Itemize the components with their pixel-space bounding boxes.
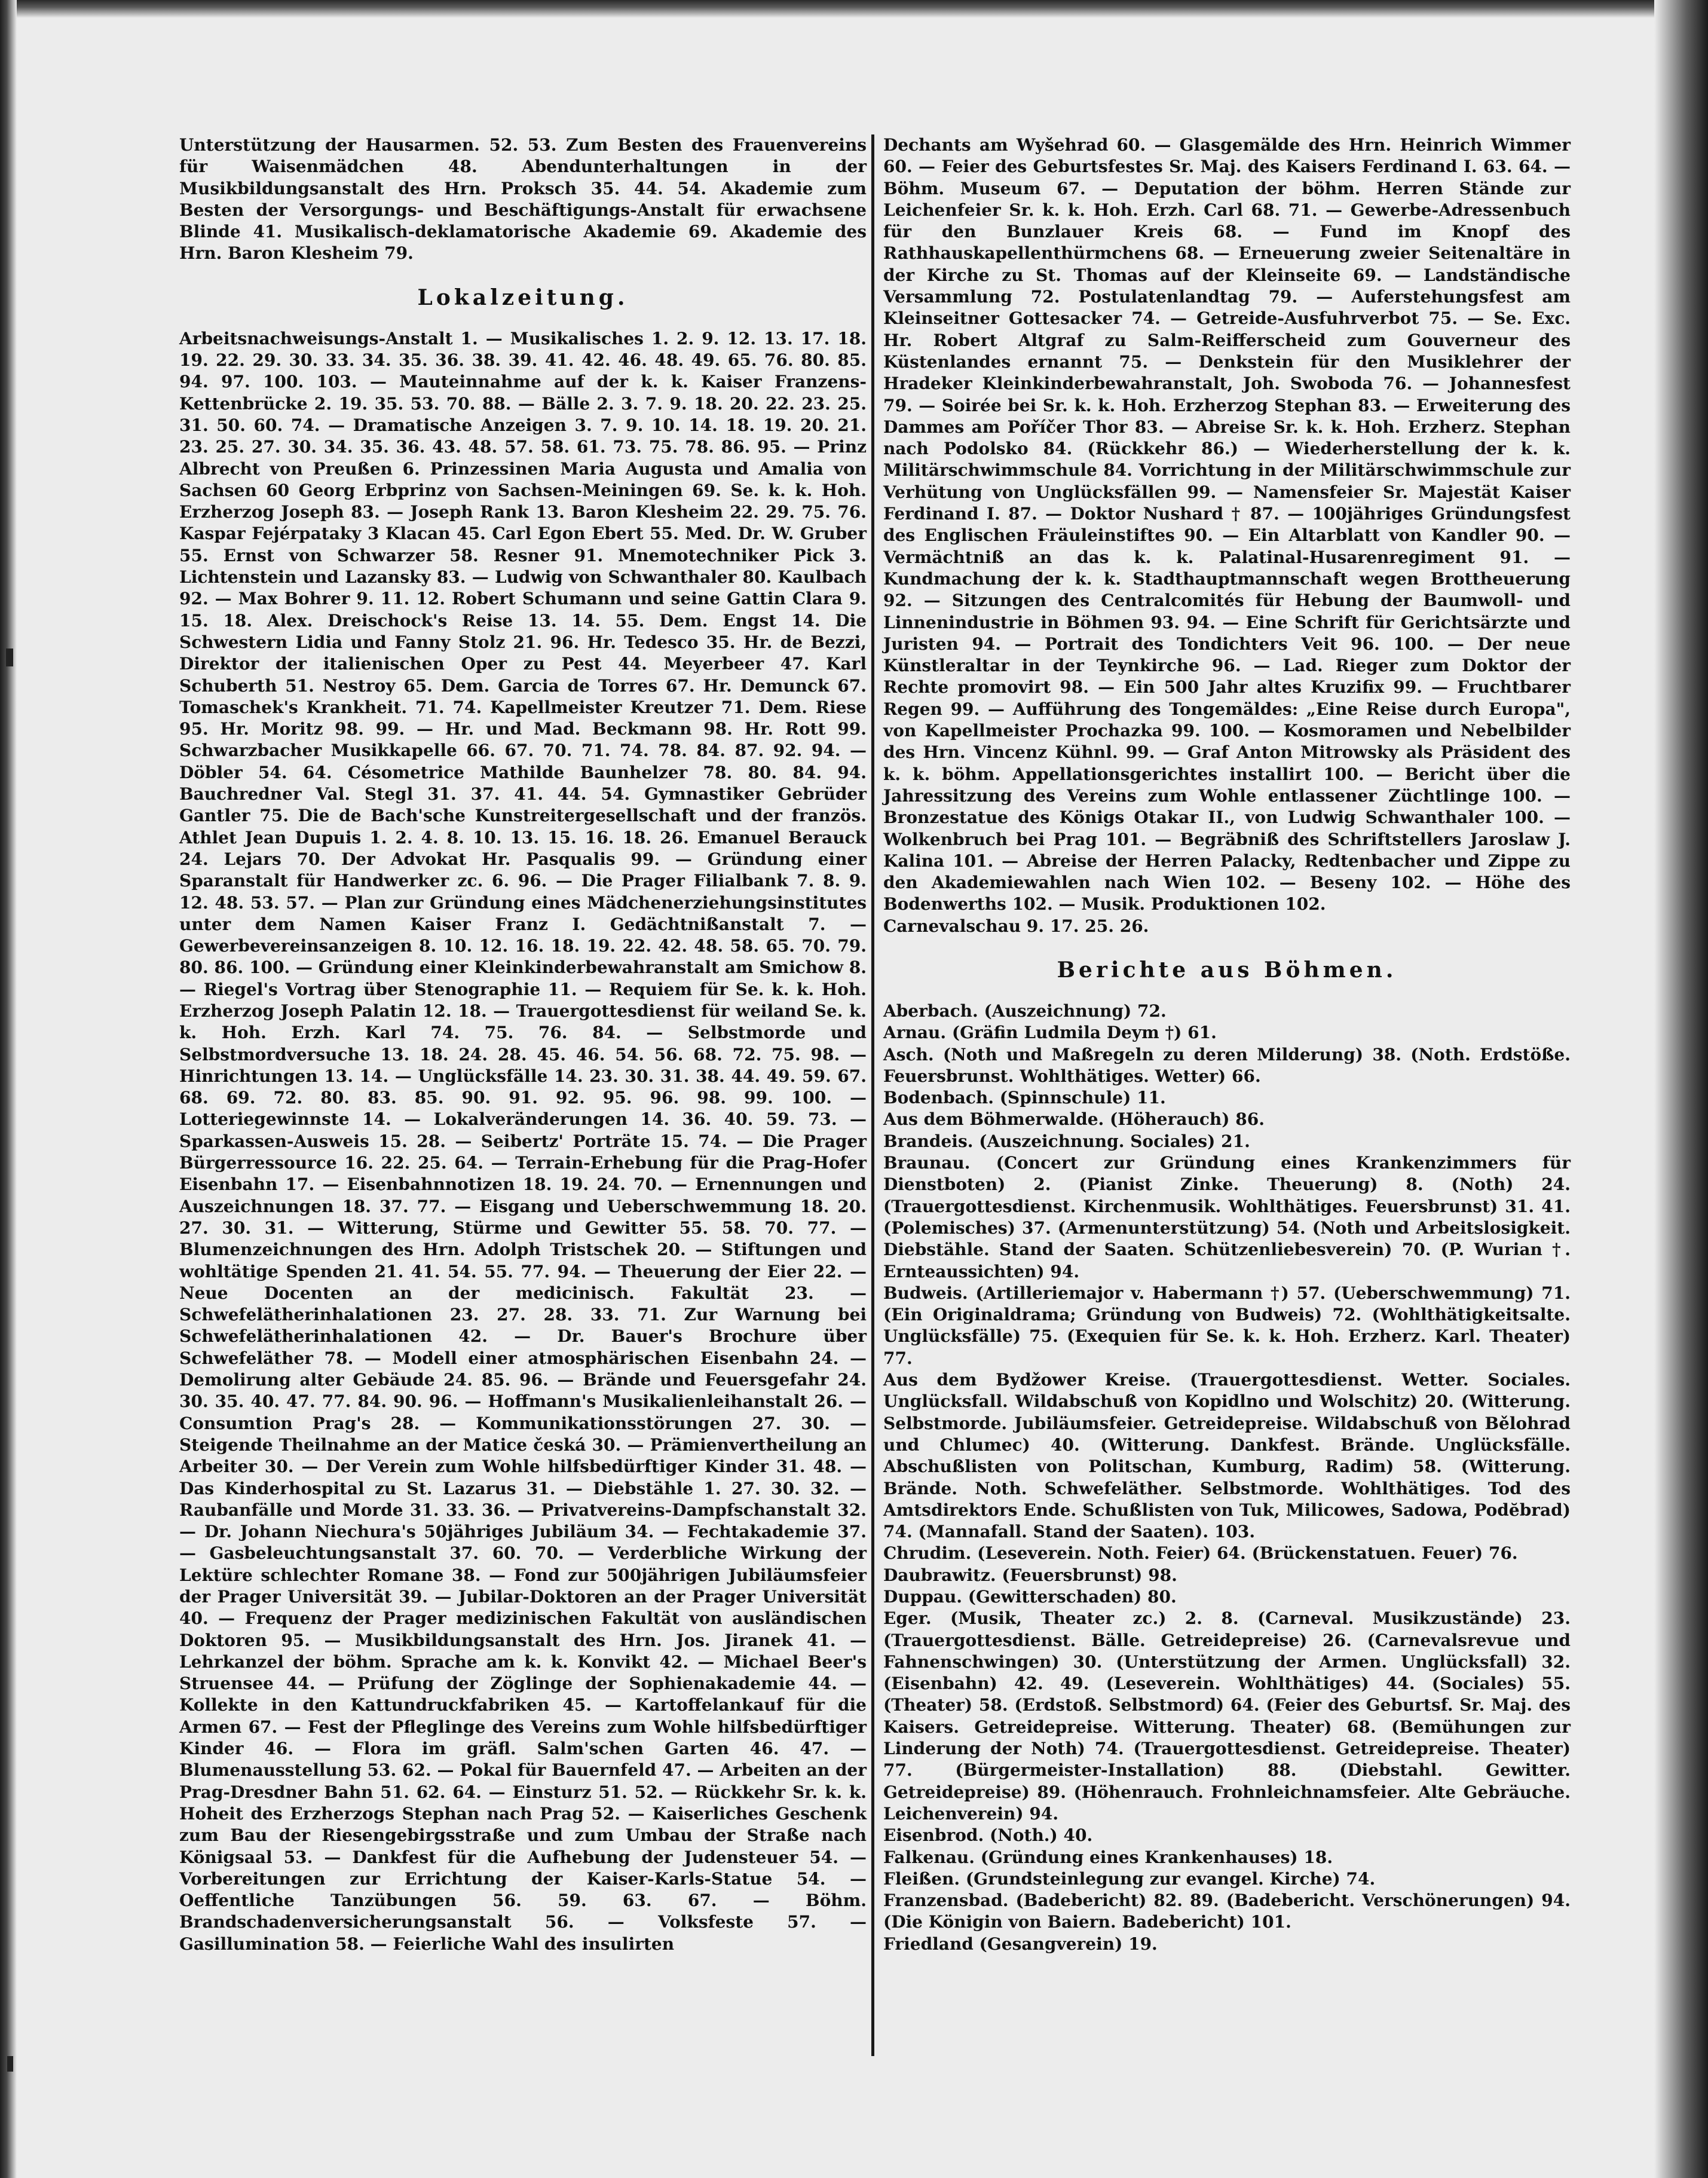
carnival-line: Carnevalschau 9. 17. 25. 26.: [883, 916, 1149, 936]
place-entry: Aberbach. (Auszeichnung) 72.: [883, 1001, 1167, 1021]
column-divider: [871, 134, 874, 2056]
left-column: [179, 134, 867, 1955]
place-entry: Daubrawitz. (Feuersbrunst) 98.: [883, 1565, 1177, 1585]
right-intro-paragraph: Dechants am Wyšehrad 60. — Glasgemälde des Hrn. Heinrich Wimmer 60. — Feier des Geburtsfestes Sr. Maj. des Kaisers Ferdinand I. 63. 64. — Böhm. Museum 67. — Deputation der böhm. Herren Stände zur Leichenfeier Sr. k. k. Hoh. Erzh. Carl 68. 71. — Gewerbe-Adressenbuch für den Bunzlauer Kreis 68. — Fund im Knopf des Rathhauskapellenthürmchens 68. — Erneuerung zweier Seitenaltäre in der Kirche zu St. Thomas auf der Kleinseite 69. — Landständische Versammlung 72. Postulatenlandtag 79. — Auferstehungsfest am Kleinseitner Gottesacker 74. — Getreide-Ausfuhrverbot 75. — Se. Exc. Hr. Robert Altgraf zu Salm-Reifferscheid zum Gouverneur des Küstenlandes ernannt 75. — Denkstein für den Musiklehrer der Hradeker Kleinkinderbewahranstalt, Joh. Swoboda 76. — Johannesfest 79. — Soirée bei Sr. k. k. Hoh. Erzherzog Stephan 83. — Erweiterung des Dammes am Poříčer Thor 83. — Abreise Sr. k. k. Hoh. Erzherz. Stephan nach Podolsko 84. (Rückkehr 86.) — Wiederherstellung der k. k. Militärschwimmschule 84. Vorrichtung in der Militärschwimmschule zur Verhütung von Unglücksfällen 99. — Namensfeier Sr. Majestät Kaiser Ferdinand I. 87. — Doktor Nushard † 87. — 100jähriges Gründungsfest des Englischen Fräuleinstiftes 90. — Ein Altarblatt von Kandler 90. — Vermächtniß an das k. k. Palatinal-Husarenregiment 91. — Kundmachung der k. k. Stadthauptmannschaft wegen Brottheuerung 92. — Sitzungen des Centralcomités für Hebung der Baumwoll- und Linnenindustrie in Böhmen 93. 94. — Eine Schrift für Gerichtsärzte und Juristen 94. — Portrait des Tondichters Veit 96. 100. — Der neue Künstleraltar in der Teynkirche 96. — Lad. Rieger zum Doktor der Rechte promovirt 98. — Ein 500 Jahr altes Kruzifix 99. — Fruchtbarer Regen 99. — Aufführung des Tongemäldes: „Eine Reise durch Europa", von Kapellmeister Prochazka 99. 100. — Kosmoramen und Nebelbilder des Hrn. Vincenz Kühnl. 99. — Graf Anton Mitrowsky als Präsident des k. k. böhm. Appellationsgerichtes installirt 100. — Bericht über die Jahressitzung des Vereins zum Wohle entlassener Züchtlinge 100. — Bronzestatue des Königs Otakar II., von Ludwig Schwanthaler 100. — Wolkenbruch bei Prag 101. — Begräbniß des Schriftstellers Jaroslaw J. Kalina 101. — Abreise der Herren Palacky, Redtenbacher und Zippe zu den Akademiewahlen nach Wien 102. — Beseny 102. — Höhe des Bodenwerths 102. — Musik. Produktionen 102.: [883, 135, 1571, 914]
place-entry: Eisenbrod. (Noth.) 40.: [883, 1825, 1093, 1846]
section-title-berichte: Berichte aus Böhmen.: [1057, 957, 1397, 983]
place-entry: Fleißen. (Grundsteinlegung zur evangel. Kirche) 74.: [883, 1868, 1376, 1889]
place-entry: Aus dem Bydžower Kreise. (Trauergottesdienst. Wetter. Sociales. Unglücksfall. Wildabschuß von Kopidlno und Wolschitz) 20. (Witterung. Selbstmorde. Jubiläumsfeier. Getreidepreise. Wildabschuß von Bělohrad und Chlumec) 40. (Witterung. Dankfest. Brände. Unglücksfälle. Abschußlisten von Politschan, Kumburg, Radim) 58. (Witterung. Brände. Noth. Schwefeläther. Selbstmorde. Wohlthätiges. Tod des Amtsdirektors Ende. Schußlisten von Tuk, Milicowes, Sadowa, Podĕbrad) 74. (Mannafall. Stand der Saaten). 103.: [883, 1370, 1571, 1542]
lokalzeitung-body: Arbeitsnachweisungs-Anstalt 1. — Musikalisches 1. 2. 9. 12. 13. 17. 18. 19. 22. 29. 30. 33. 34. 35. 36. 38. 39. 41. 42. 46. 48. 49. 65. 76. 80. 85. 94. 97. 100. 103. — Mauteinnahme auf der k. k. Kaiser Franzens-Kettenbrücke 2. 19. 35. 53. 70. 88. — Bälle 2. 3. 7. 9. 18. 20. 22. 23. 25. 31. 50. 60. 74. — Dramatische Anzeigen 3. 7. 9. 10. 14. 18. 19. 20. 21. 23. 25. 27. 30. 34. 35. 36. 43. 48. 57. 58. 61. 73. 75. 78. 86. 95. — Prinz Albrecht von Preußen 6. Prinzessinen Maria Augusta und Amalia von Sachsen 60 Georg Erbprinz von Sachsen-Meiningen 69. Se. k. k. Hoh. Erzherzog Joseph 83. — Joseph Rank 13. Baron Klesheim 22. 29. 75. 76. Kaspar Fejérpataky 3 Klacan 45. Carl Egon Ebert 55. Med. Dr. W. Gruber 55. Ernst von Schwarzer 58. Resner 91. Mnemotechniker Pick 3. Lichtenstein und Lazansky 83. — Ludwig von Schwanthaler 80. Kaulbach 92. — Max Bohrer 9. 11. 12. Robert Schumann und seine Gattin Clara 9. 15. 18. Alex. Dreischock's Reise 13. 14. 55. Dem. Engst 14. Die Schwestern Lidia und Fanny Stolz 21. 96. Hr. Tedesco 35. Hr. de Bezzi, Direktor der italienischen Oper zu Pest 44. Meyerbeer 47. Karl Schuberth 51. Nestroy 65. Dem. Garcia de Torres 67. Hr. Demunck 67. Tomaschek's Krankheit. 71. 74. Kapellmeister Kreutzer 71. Dem. Riese 95. Hr. Moritz 98. 99. — Hr. und Mad. Beckmann 98. Hr. Rott 99. Schwarzbacher Musikkapelle 66. 67. 70. 71. 74. 78. 84. 87. 92. 94. — Döbler 54. 64. Césometrice Mathilde Baunhelzer 78. 80. 84. 94. Bauchredner Val. Stegl 31. 37. 41. 44. 54. Gymnastiker Gebrüder Gantler 75. Die de Bach'sche Kunstreitergesellschaft und der französ. Athlet Jean Dupuis 1. 2. 4. 8. 10. 13. 15. 16. 18. 26. Emanuel Berauck 24. Lejars 70. Der Advokat Hr. Pasqualis 99. — Gründung einer Sparanstalt für Handwerker zc. 6. 96. — Die Prager Filialbank 7. 8. 9. 12. 48. 53. 57. — Plan zur Gründung eines Mädchenerziehungsinstitutes unter dem Namen Kaiser Franz I. Gedächtnißanstalt 7. — Gewerbevereinsanzeigen 8. 10. 12. 16. 18. 19. 22. 42. 48. 58. 65. 70. 79. 80. 86. 100. — Gründung einer Kleinkinderbewahranstalt am Smichow 8. — Riegel's Vortrag über Stenographie 11. — Requiem für Se. k. k. Hoh. Erzherzog Joseph Palatin 12. 18. — Trauergottesdienst für weiland Se. k. k. Hoh. Erzh. Karl 74. 75. 76. 84. — Selbstmorde und Selbstmordversuche 13. 18. 24. 28. 45. 46. 54. 56. 68. 72. 75. 98. — Hinrichtungen 13. 14. — Unglücksfälle 14. 23. 30. 31. 38. 44. 49. 59. 67. 68. 69. 72. 80. 83. 85. 90. 91. 92. 95. 96. 98. 99. 100. — Lotteriegewinnste 14. — Lokalveränderungen 14. 36. 40. 59. 73. — Sparkassen-Ausweis 15. 28. — Seibertz' Porträte 15. 74. — Die Prager Bürgerressource 16. 22. 25. 64. — Terrain-Erhebung für die Prag-Hofer Eisenbahn 17. — Eisenbahnnotizen 18. 19. 24. 70. — Ernennungen und Auszeichnungen 18. 37. 77. — Eisgang und Ueberschwemmung 18. 20. 27. 30. 31. — Witterung, Stürme und Gewitter 55. 58. 70. 77. — Blumenzeichnungen des Hrn. Adolph Tristschek 20. — Stiftungen und wohltätige Spenden 21. 41. 54. 55. 77. 94. — Theuerung der Eier 22. — Neue Docenten an der medicinisch. Fakultät 23. — Schwefelätherinhalationen 23. 27. 28. 33. 71. Zur Warnung bei Schwefelätherinhalationen 42. — Dr. Bauer's Brochure über Schwefeläther 78. — Modell einer atmosphärischen Eisenbahn 24. — Demolirung alter Gebäude 24. 85. 96. — Brände und Feuersgefahr 24. 30. 35. 40. 47. 77. 84. 90. 96. — Hoffmann's Musikalienleihanstalt 26. — Consumtion Prag's 28. — Kommunikationsstörungen 27. 30. — Steigende Theilnahme an der Matice česká 30. — Prämienvertheilung an Arbeiter 30. — Der Verein zum Wohle hilfsbedürftiger Kinder 31. 48. — Das Kinderhospital zu St. Lazarus 31. — Diebstähle 1. 27. 30. 32. — Raubanfälle und Morde 31. 33. 36. — Privatvereins-Dampfschanstalt 32. — Dr. Johann Niechura's 50jähriges Jubiläum 34. — Fechtakademie 37. — Gasbeleuchtungsanstalt 37. 60. 70. — Verderbliche Wirkung der Lektüre schlechter Romane 38. — Fond zur 500jährigen Jubiläumsfeier der Prager Universität 39. — Jubilar-Doktoren an der Prager Universität 40. — Frequenz der Prager medizinischen Fakultät von ausländischen Doktoren 95. — Musikbildungsanstalt des Hrn. Jos. Jiranek 41. — Lehrkanzel der böhm. Sprache am k. k. Konvikt 42. — Michael Beer's Struensee 44. — Prüfung der Zöglinge der Sophienakademie 44. — Kollekte in den Kattundruckfabriken 45. — Kartoffelankauf für die Armen 67. — Fest der Pfleglinge des Vereins zum Wohle hilfsbedürftiger Kinder 46. — Flora im gräfl. Salm'schen Garten 46. 47. — Blumenausstellung 53. 62. — Pokal für Bauernfeld 47. — Arbeiten an der Prag-Dresdner Bahn 51. 62. 64. — Einsturz 51. 52. — Rückkehr Sr. k. k. Hoheit des Erzherzogs Stephan nach Prag 52. — Kaiserliches Geschenk zum Bau der Riesengebirgsstraße und zum Umbau der Straße nach Königsaal 53. — Dankfest für die Aufhebung der Judensteuer 54. — Vorbereitungen zur Errichtung der Kaiser-Karls-Statue 54. — Oeffentliche Tanzübungen 56. 59. 63. 67. — Böhm. Brandschadenversicherungsanstalt 56. — Volksfeste 57. — Gasillumination 58. — Feierliche Wahl des insulirten: [179, 328, 867, 1954]
place-entry: Franzensbad. (Badebericht) 82. 89. (Badebericht. Verschönerungen) 94. (Die Königin von Baiern. Badebericht) 101.: [883, 1891, 1571, 1932]
place-entry: Bodenbach. (Spinnschule) 11.: [883, 1088, 1166, 1108]
scan-mark: [6, 648, 13, 666]
right-column: [883, 134, 1571, 1955]
left-intro-paragraph: Unterstützung der Hausarmen. 52. 53. Zum Besten des Frauenvereins für Waisenmädchen 48. Abendunterhaltungen in der Musikbildungsanstalt des Hrn. Proksch 35. 44. 54. Akademie zum Besten der Versorgungs- und Beschäftigungs-Anstalt für erwachsene Blinde 41. Musikalisch-deklamatorische Akademie 69. Akademie des Hrn. Baron Klesheim 79.: [179, 135, 867, 264]
place-entry: Asch. (Noth und Maßregeln zu deren Milderung) 38. (Noth. Erdstöße. Feuersbrunst. Wohlthätiges. Wetter) 66.: [883, 1044, 1571, 1086]
place-entry: Eger. (Musik, Theater zc.) 2. 8. (Carneval. Musikzustände) 23. (Trauergottesdienst. Bälle. Getreidepreise) 26. (Carnevalsrevue und Fahnenschwingen) 30. (Unterstützung der Armen. Unglücksfall) 32. (Eisenbahn) 42. 49. (Leseverein. Wohlthätiges) 44. (Sociales) 55. (Theater) 58. (Erdstoß. Selbstmord) 64. (Feier des Geburtsf. Sr. Maj. des Kaisers. Getreidepreise. Witterung. Theater) 68. (Bemühungen zur Linderung der Noth) 74. (Trauergottesdienst. Getreidepreise. Theater) 77. (Bürgermeister-Installation) 88. (Diebstahl. Gewitter. Getreidepreise) 89. (Höhenrauch. Frohnleichnamsfeier. Alte Gebräuche. Leichenverein) 94.: [883, 1608, 1571, 1824]
place-entry: Braunau. (Concert zur Gründung eines Krankenzimmers für Dienstboten) 2. (Pianist Zinke. Theuerung) 8. (Noth) 24. (Trauergottesdienst. Kirchenmusik. Wohlthätiges. Feuersbrunst) 31. 41. (Polemisches) 37. (Armenunterstützung) 54. (Noth und Arbeitslosigkeit. Diebstähle. Stand der Saaten. Schützenliebesverein) 70. (P. Wurian †. Ernteaussichten) 94.: [883, 1153, 1571, 1281]
place-entry: Aus dem Böhmerwalde. (Höherauch) 86.: [883, 1109, 1265, 1130]
scan-edge-top: [0, 0, 1708, 18]
place-entry: Brandeis. (Auszeichnung. Sociales) 21.: [883, 1131, 1250, 1151]
scan-edge-left: [0, 0, 17, 2178]
place-entry: Chrudim. (Leseverein. Noth. Feier) 64. (Brückenstatuen. Feuer) 76.: [883, 1543, 1518, 1564]
place-entry: Duppau. (Gewitterschaden) 80.: [883, 1587, 1177, 1607]
place-entry: Friedland (Gesangverein) 19.: [883, 1934, 1158, 1954]
scan-mark: [7, 2056, 13, 2072]
place-entry: Falkenau. (Gründung eines Krankenhauses) 18.: [883, 1847, 1333, 1867]
places-list: [883, 1001, 1571, 1955]
place-entry: Budweis. (Artilleriemajor v. Habermann †) 57. (Ueberschwemmung) 71. (Ein Originaldrama; Gründung von Budweis) 72. (Wohlthätigkeitsalte. Unglücksfälle) 75. (Exequien für Se. k. k. Hoh. Erzherz. Karl. Theater) 77.: [883, 1283, 1571, 1368]
section-title-lokalzeitung: Lokalzeitung.: [417, 285, 629, 310]
scan-edge-right: [1654, 0, 1708, 2178]
place-entry: Arnau. (Gräfin Ludmila Deym †) 61.: [883, 1023, 1217, 1043]
